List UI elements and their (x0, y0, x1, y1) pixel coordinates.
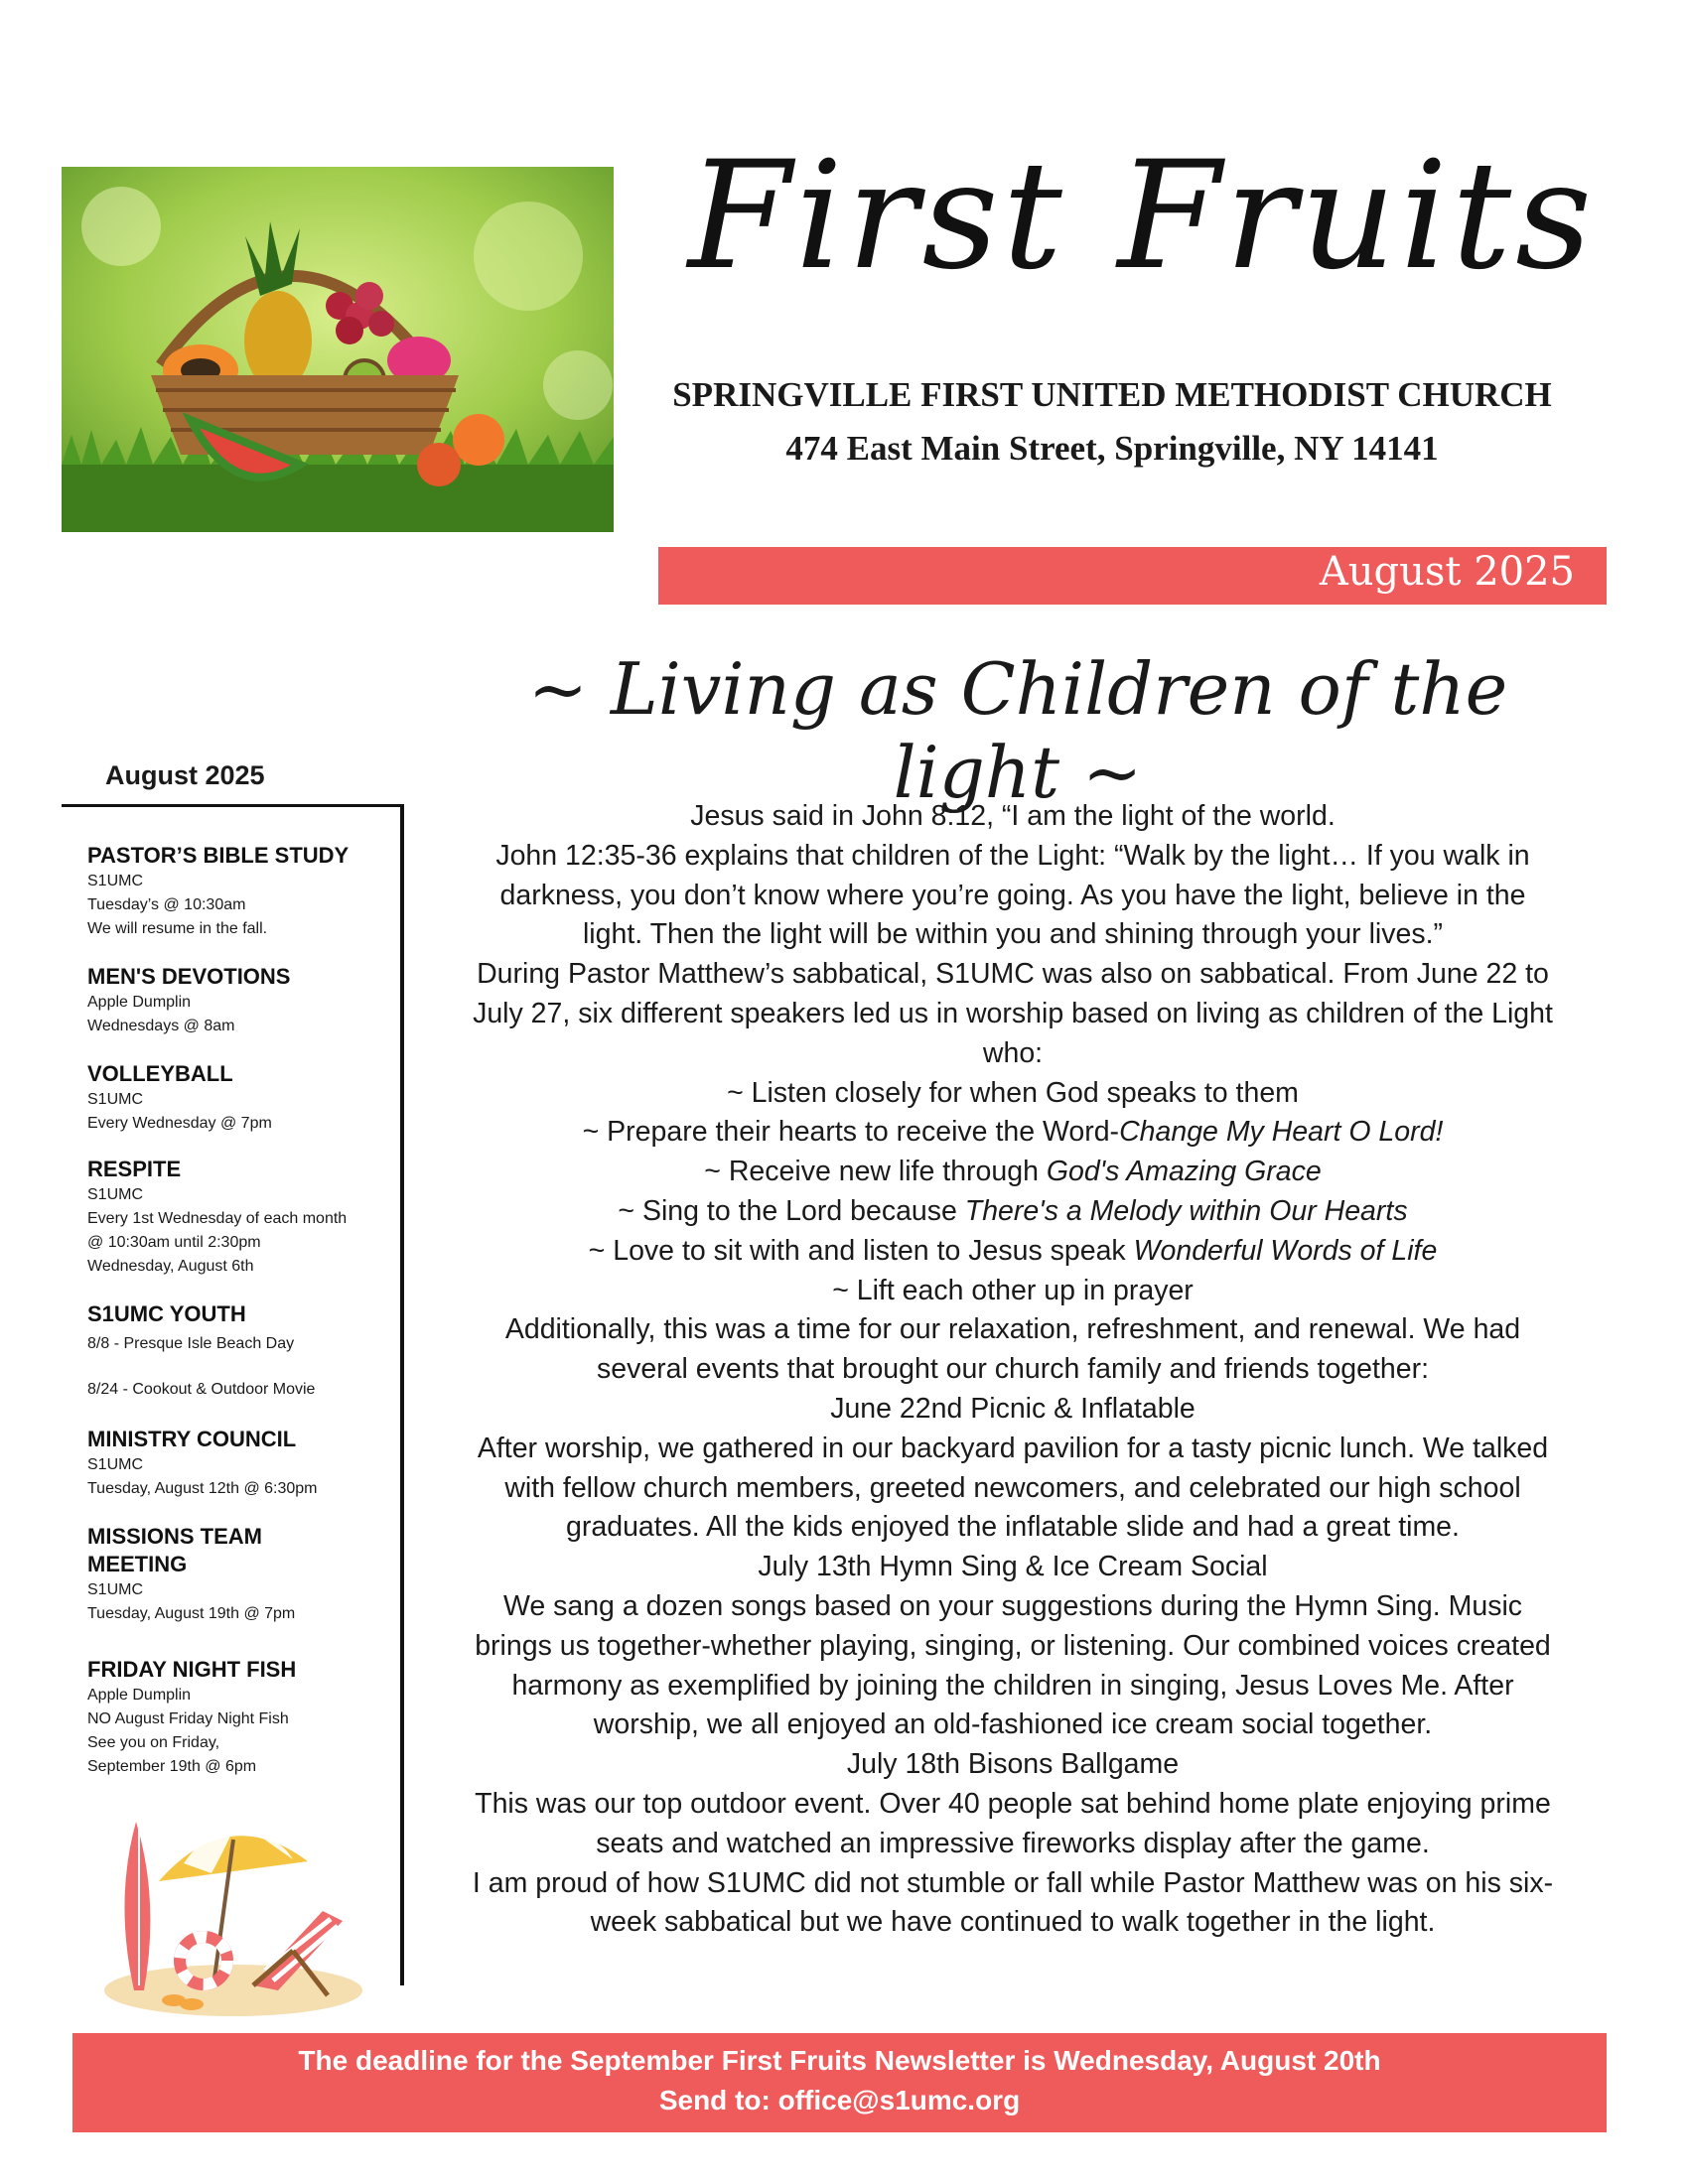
article-paragraph: During Pastor Matthew’s sabbatical, S1UMC was also on sabbatical. From June 22 to July 27, six different speakers led us in worship based on living as children of the Light who: (473, 958, 1553, 1069)
sidebar-divider-side (400, 804, 404, 1985)
song-title: Wonderful Words of Life (1133, 1234, 1438, 1267)
bullet-text: ~ Prepare their hearts to receive the Word- (582, 1116, 1120, 1149)
theme-heading: ~ Living as Children of the light ~ (527, 647, 1508, 814)
event-ministry-council (87, 1426, 385, 1501)
church-address: 474 East Main Street, Springville, NY 14141 (785, 429, 1439, 468)
event-time: @ 10:30am until 2:30pm (87, 1234, 261, 1251)
event-youth (87, 1300, 385, 1402)
event-missions-team-meeting (87, 1523, 306, 1626)
fruit-basket-icon (62, 167, 614, 532)
event-location: S1UMC (87, 1581, 144, 1598)
event-date: Tuesday, August 12th @ 6:30pm (87, 1480, 318, 1497)
article-paragraph: This was our top outdoor event. Over 40 people sat behind home plate enjoying prime seats and watched an impressive fireworks display after the game. (475, 1787, 1551, 1859)
event-volleyball (87, 1060, 385, 1136)
article-subheading: July 13th Hymn Sing & Ice Cream Social (758, 1551, 1268, 1583)
issue-date: August 2025 (1319, 549, 1575, 595)
song-title: God's Amazing Grace (1046, 1156, 1322, 1188)
event-location: S1UMC (87, 1456, 144, 1473)
song-title: Change My Heart O Lord! (1119, 1116, 1444, 1149)
article-paragraph: I am proud of how S1UMC did not stumble or fall while Pastor Matthew was on his six-week sabbatical but we have continued to walk together in the light. (472, 1866, 1554, 1939)
sidebar-month: August 2025 (105, 760, 265, 790)
event-time: Tuesday’s @ 10:30am (87, 896, 246, 913)
bullet-text: ~ Receive new life through (704, 1156, 1047, 1188)
event-respite (87, 1156, 385, 1279)
church-name: SPRINGVILLE FIRST UNITED METHODIST CHURCH (672, 375, 1552, 414)
event-location: Apple Dumplin (87, 1687, 192, 1704)
article-paragraph: We sang a dozen songs based on your suggestions during the Hymn Sing. Music brings us together-whether playing, singing, or listening. Our combined voices created harmony as exemplified by joining the children in singing, Jesus Loves Me. After worship, we all enjoyed an old-fashioned ice cream social together. (475, 1589, 1551, 1741)
event-location: S1UMC (87, 1186, 144, 1203)
article-bullet (467, 1192, 1559, 1232)
deadline-footer (72, 2033, 1607, 2132)
event-time: Every Wednesday @ 7pm (87, 1115, 272, 1132)
event-title: RESPITE (87, 1157, 182, 1181)
article-bullet (467, 1153, 1559, 1192)
article-bullet (467, 1113, 1559, 1153)
event-title: MEN'S DEVOTIONS (87, 964, 291, 989)
contact-email: Send to: office@s1umc.org (658, 2085, 1021, 2116)
event-time: Every 1st Wednesday of each month (87, 1210, 348, 1227)
newsletter-title: First Fruits (687, 130, 1597, 303)
bullet-text: ~ Sing to the Lord because (618, 1194, 965, 1227)
article-paragraph: John 12:35-36 explains that children of the Light: “Walk by the light… If you walk in darkness, you don’t know where you’re going. As you have the light, believe in the light. Then the light will be within you and shining through your lives.” (495, 839, 1530, 951)
deadline-text: The deadline for the September First Fruits Newsletter is Wednesday, August 20th (298, 2045, 1381, 2076)
event-location: Apple Dumplin (87, 994, 192, 1011)
event-note: We will resume in the fall. (87, 920, 268, 937)
event-location: S1UMC (87, 873, 144, 889)
article-bullet (467, 1232, 1559, 1272)
event-friday-night-fish (87, 1656, 385, 1779)
article-paragraph: Jesus said in John 8:12, “I am the light of the world. (690, 800, 1336, 832)
event-mens-devotions (87, 963, 385, 1038)
song-title: There's a Melody within Our Hearts (964, 1194, 1408, 1227)
event-title: MINISTRY COUNCIL (87, 1427, 297, 1451)
article-bullet: ~ Listen closely for when God speaks to them (727, 1076, 1299, 1109)
event-title: MISSIONS TEAM MEETING (87, 1524, 263, 1576)
event-date: Wednesday, August 6th (87, 1258, 254, 1275)
article-bullet: ~ Lift each other up in prayer (832, 1274, 1194, 1306)
event-item: 8/8 - Presque Isle Beach Day (87, 1335, 295, 1352)
event-note: NO August Friday Night Fish (87, 1710, 289, 1727)
event-note: See you on Friday, (87, 1734, 220, 1751)
event-pastors-bible-study (87, 842, 385, 941)
event-item: 8/24 - Cookout & Outdoor Movie (87, 1381, 316, 1398)
event-title: VOLLEYBALL (87, 1061, 233, 1086)
beach-art (94, 1802, 372, 2020)
event-title: S1UMC YOUTH (87, 1301, 246, 1326)
article-paragraph: After worship, we gathered in our backyard pavilion for a tasty picnic lunch. We talked with fellow church members, greeted newcomers, and celebrated our high school graduates. All the kids enjoyed the inflatable slide and had a great time. (477, 1432, 1549, 1544)
event-title: PASTOR’S BIBLE STUDY (87, 843, 350, 868)
article-subheading: July 18th Bisons Ballgame (846, 1748, 1180, 1781)
fruit-basket-image (62, 167, 614, 532)
event-title: FRIDAY NIGHT FISH (87, 1657, 297, 1682)
beach-umbrella-chair-icon (94, 1802, 372, 2020)
article-subheading: June 22nd Picnic & Inflatable (830, 1392, 1196, 1425)
main-article (467, 797, 1559, 1943)
article-paragraph: Additionally, this was a time for our relaxation, refreshment, and renewal. We had several events that brought our church family and friends together: (504, 1313, 1521, 1386)
bullet-text: ~ Love to sit with and listen to Jesus speak (588, 1234, 1134, 1267)
event-location: S1UMC (87, 1091, 144, 1108)
event-time: Wednesdays @ 8am (87, 1018, 235, 1034)
event-date: Tuesday, August 19th @ 7pm (87, 1605, 296, 1622)
issue-date-banner (658, 547, 1607, 605)
event-date: September 19th @ 6pm (87, 1758, 257, 1775)
sidebar-divider-top (62, 804, 403, 807)
